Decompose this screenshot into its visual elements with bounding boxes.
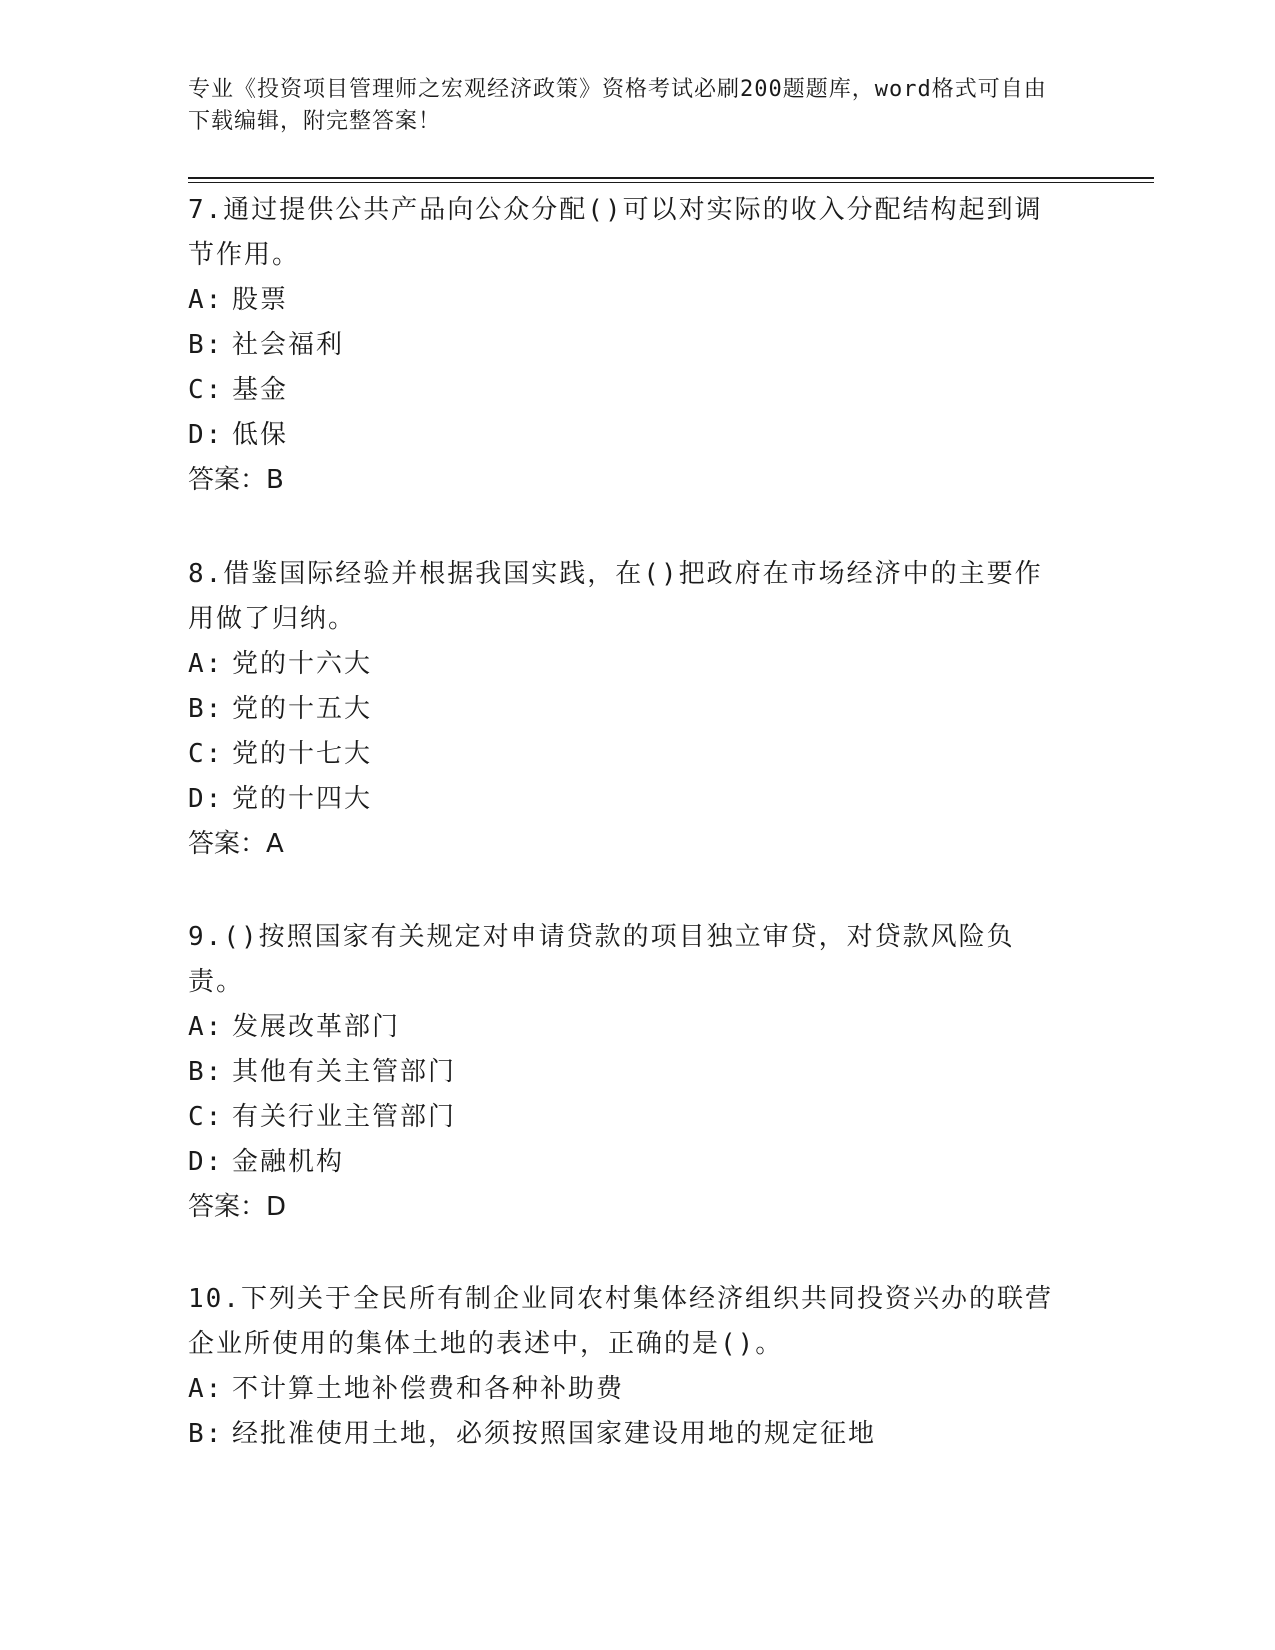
question-stem: 7.通过提供公共产品向公众分配()可以对实际的收入分配结构起到调节作用。	[188, 195, 1043, 270]
option-text: 其他有关主管部门	[232, 1057, 457, 1087]
option-text: 低保	[232, 420, 289, 450]
option-text: 基金	[232, 375, 289, 405]
option-text: 社会福利	[232, 330, 345, 360]
option-letter: C:	[188, 375, 224, 405]
option-d	[188, 777, 1068, 822]
option-letter: A:	[188, 1012, 224, 1042]
option-b	[188, 323, 1068, 368]
option-c	[188, 368, 1068, 413]
option-letter: B:	[188, 1419, 224, 1449]
option-letter: D:	[188, 1147, 224, 1177]
option-letter: B:	[188, 330, 224, 360]
question-9	[188, 915, 1068, 1230]
option-letter: A:	[188, 649, 224, 679]
question-stem: 10.下列关于全民所有制企业同农村集体经济组织共同投资兴办的联营企业所使用的集体土地的表述中，正确的是()。	[188, 1284, 1053, 1359]
header-divider-thin	[188, 182, 1154, 183]
answer-line: 答案：A	[188, 829, 284, 859]
option-a	[188, 1005, 1068, 1050]
option-letter: B:	[188, 694, 224, 724]
option-letter: A:	[188, 285, 224, 315]
option-a	[188, 642, 1068, 687]
option-text: 党的十六大	[232, 649, 373, 679]
option-text: 不计算土地补偿费和各种补助费	[232, 1374, 625, 1404]
option-letter: D:	[188, 420, 224, 450]
option-letter: B:	[188, 1057, 224, 1087]
question-8	[188, 552, 1068, 867]
option-b	[188, 1412, 1068, 1457]
option-letter: C:	[188, 1102, 224, 1132]
option-text: 党的十五大	[232, 694, 373, 724]
question-10	[188, 1277, 1068, 1457]
option-a	[188, 278, 1068, 323]
question-stem: 8.借鉴国际经验并根据我国实践，在()把政府在市场经济中的主要作用做了归纳。	[188, 559, 1043, 634]
option-d	[188, 413, 1068, 458]
answer-line: 答案：B	[188, 465, 284, 495]
question-stem: 9.()按照国家有关规定对申请贷款的项目独立审贷，对贷款风险负责。	[188, 922, 1015, 997]
option-text: 有关行业主管部门	[232, 1102, 457, 1132]
option-a	[188, 1367, 1068, 1412]
option-c	[188, 1095, 1068, 1140]
question-7	[188, 188, 1068, 503]
answer-line: 答案：D	[188, 1192, 287, 1222]
option-text: 发展改革部门	[232, 1012, 401, 1042]
option-text: 金融机构	[232, 1147, 345, 1177]
option-b	[188, 1050, 1068, 1095]
option-letter: A:	[188, 1374, 224, 1404]
option-text: 经批准使用土地，必须按照国家建设用地的规定征地	[232, 1419, 877, 1449]
option-letter: D:	[188, 784, 224, 814]
option-b	[188, 687, 1068, 732]
option-text: 党的十四大	[232, 784, 373, 814]
option-text: 股票	[232, 285, 289, 315]
document-header: 专业《投资项目管理师之宏观经济政策》资格考试必刷200题题库，word格式可自由下载编辑，附完整答案！	[188, 77, 1047, 134]
option-d	[188, 1140, 1068, 1185]
option-c	[188, 732, 1068, 777]
header-divider-thick	[188, 177, 1154, 179]
option-text: 党的十七大	[232, 739, 373, 769]
option-letter: C:	[188, 739, 224, 769]
